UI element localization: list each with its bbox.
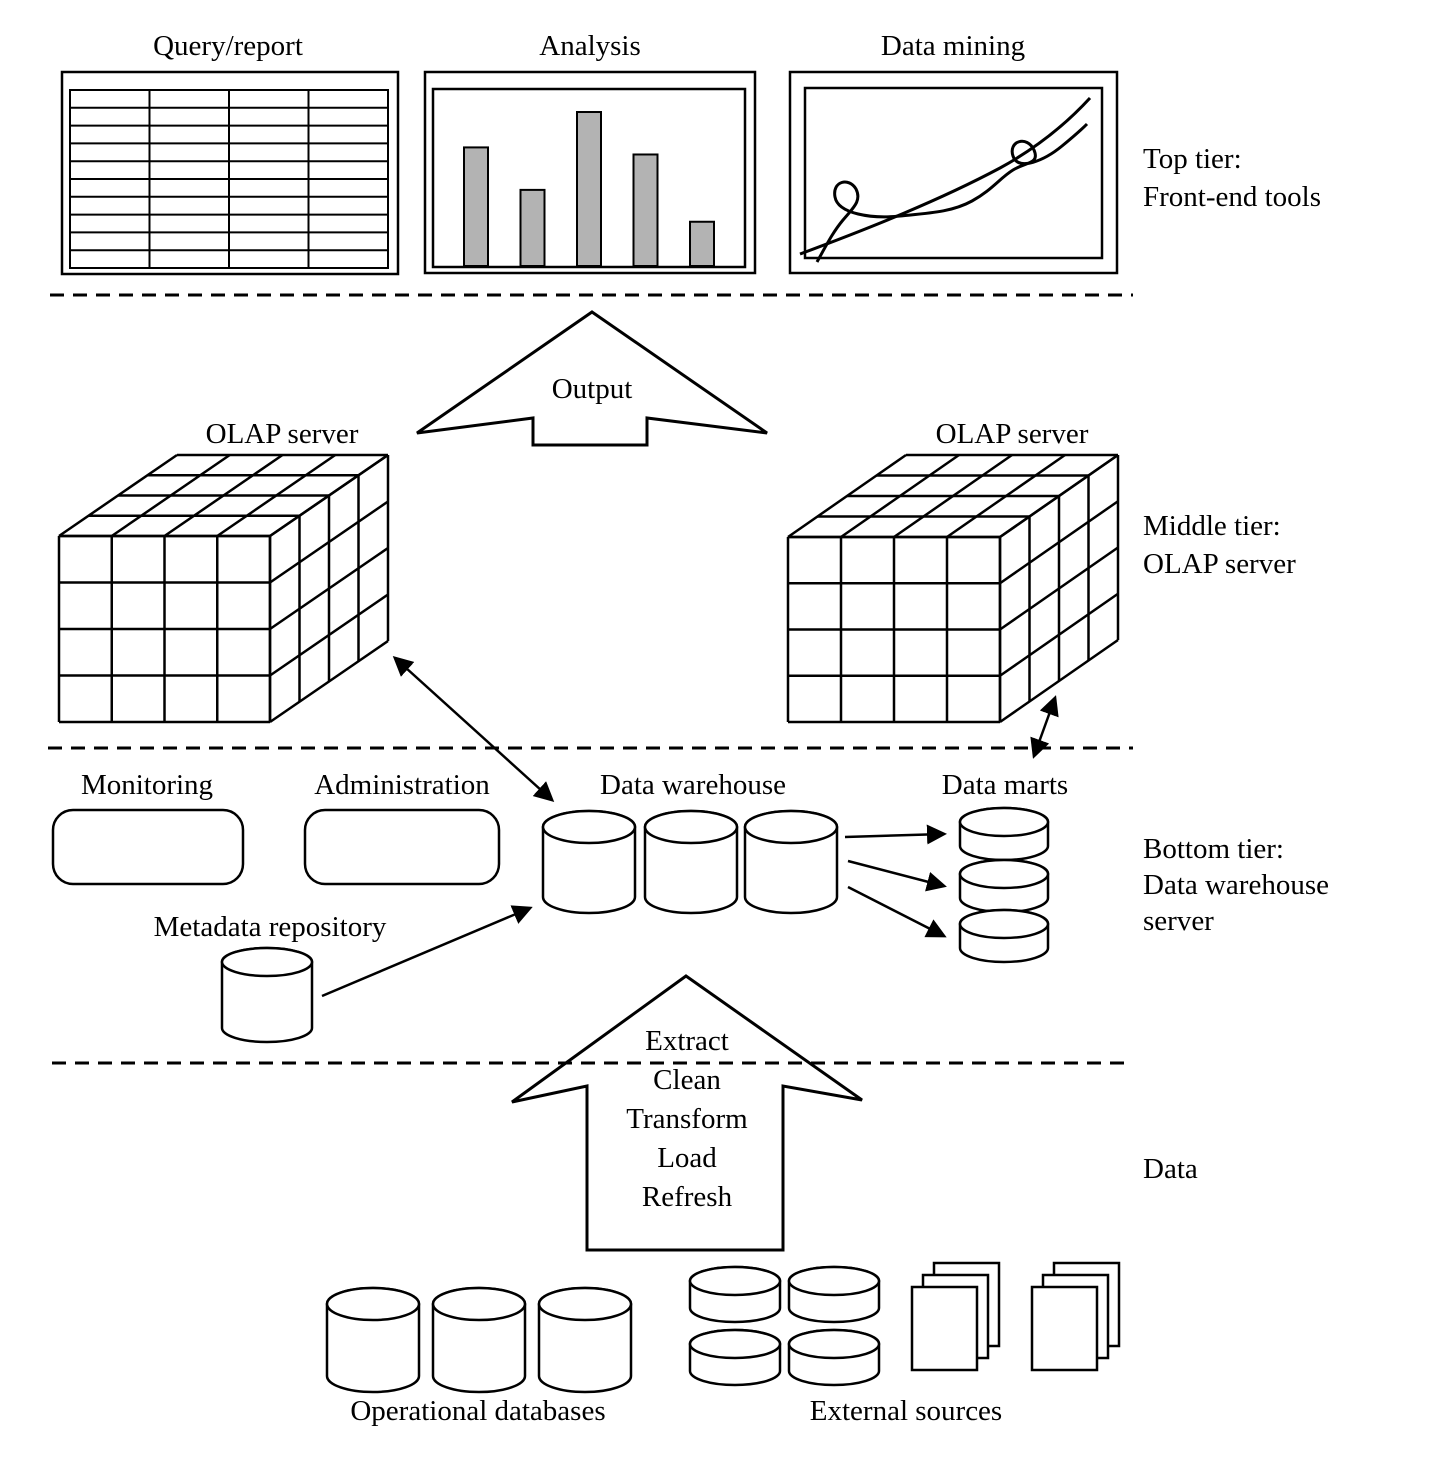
bar-chart-icon bbox=[464, 112, 714, 266]
bar bbox=[690, 222, 714, 266]
warehouse-to-marts-arrows bbox=[845, 834, 944, 936]
analysis-panel bbox=[425, 72, 755, 273]
operational-databases-cylinders bbox=[327, 1288, 631, 1392]
etl-step-clean: Clean bbox=[653, 1064, 721, 1096]
bar bbox=[464, 147, 488, 266]
top-tier-caption-line2: Front-end tools bbox=[1143, 181, 1322, 213]
document-icon bbox=[912, 1287, 977, 1370]
middle-tier-caption bbox=[1143, 510, 1296, 580]
external-sources-label: External sources bbox=[809, 1395, 1003, 1427]
query-report-label: Query/report bbox=[153, 30, 303, 62]
middle-tier-caption-line2: OLAP server bbox=[1143, 548, 1296, 580]
trend-curve-icon bbox=[800, 98, 1090, 262]
bar bbox=[634, 154, 658, 266]
metadata-repository-cylinder bbox=[222, 948, 312, 1042]
bottom-tier-caption bbox=[1143, 833, 1329, 937]
bottom-tier-caption-line2: Data warehouse bbox=[1143, 869, 1329, 901]
external-sources-documents bbox=[912, 1263, 1119, 1370]
olap-server-right-label: OLAP server bbox=[935, 418, 1089, 450]
bottom-tier-caption-line1: Bottom tier: bbox=[1143, 833, 1284, 865]
top-tier-caption-line1: Top tier: bbox=[1143, 143, 1242, 175]
data-mining-label: Data mining bbox=[880, 30, 1026, 62]
output-arrow-label: Output bbox=[551, 373, 633, 405]
data-warehouse-label: Data warehouse bbox=[600, 769, 786, 801]
data-warehouse-cylinders bbox=[543, 811, 837, 913]
data-mining-panel bbox=[790, 72, 1117, 273]
query-report-panel bbox=[62, 72, 398, 274]
bar bbox=[521, 190, 545, 266]
etl-step-transform: Transform bbox=[626, 1103, 748, 1135]
etl-arrow bbox=[512, 976, 862, 1250]
etl-step-extract: Extract bbox=[645, 1025, 729, 1057]
administration-label: Administration bbox=[314, 769, 490, 801]
data-marts-stack bbox=[960, 808, 1048, 962]
middle-tier-caption-line1: Middle tier: bbox=[1143, 510, 1281, 542]
olap-cube-right-icon bbox=[788, 455, 1118, 722]
operational-databases-label: Operational databases bbox=[350, 1395, 606, 1427]
document-icon bbox=[1032, 1287, 1097, 1370]
bottom-tier-caption-line3: server bbox=[1143, 905, 1214, 937]
output-arrow bbox=[417, 312, 767, 445]
report-table-icon bbox=[70, 90, 388, 268]
administration-box bbox=[305, 810, 499, 884]
external-sources-disks bbox=[690, 1267, 879, 1385]
olap-cube-left-icon bbox=[59, 455, 388, 722]
olap-server-left-label: OLAP server bbox=[205, 418, 359, 450]
etl-step-load: Load bbox=[657, 1142, 717, 1174]
analysis-label: Analysis bbox=[539, 30, 641, 62]
metadata-repository-label: Metadata repository bbox=[153, 911, 387, 943]
monitoring-box bbox=[53, 810, 243, 884]
monitoring-label: Monitoring bbox=[80, 769, 214, 801]
etl-step-refresh: Refresh bbox=[641, 1181, 733, 1213]
data-marts-label: Data marts bbox=[941, 769, 1069, 801]
bar bbox=[577, 112, 601, 266]
data-tier-caption: Data bbox=[1143, 1153, 1198, 1185]
top-tier-caption bbox=[1143, 143, 1321, 213]
